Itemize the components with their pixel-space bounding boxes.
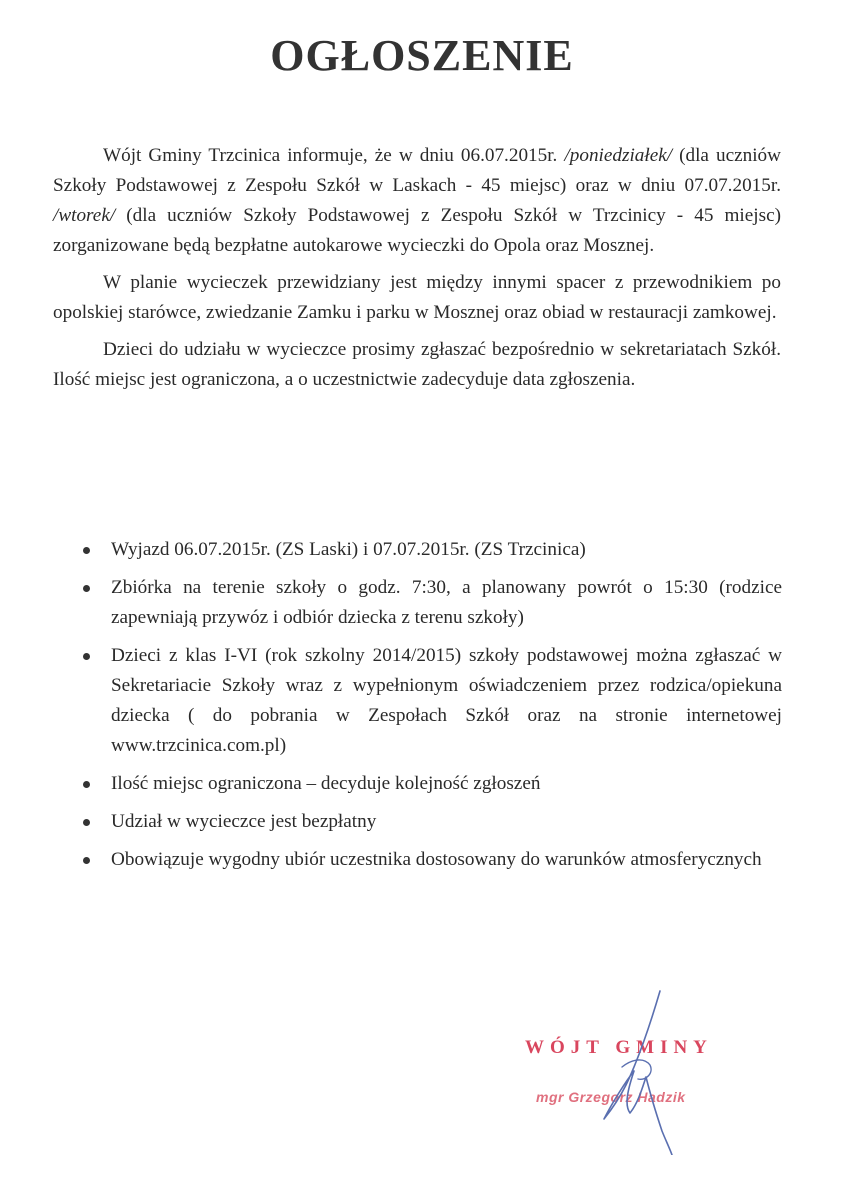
list-item bbox=[80, 641, 782, 761]
list-item-text: Zbiórka na terenie szkoły o godz. 7:30, a planowany powrót o 15:30 (rodzice zapewniają przywóz i odbiór dziecka z terenu szkoły) bbox=[111, 577, 782, 628]
list-item bbox=[80, 535, 782, 565]
bullet-icon bbox=[83, 857, 90, 864]
bullet-icon bbox=[83, 585, 90, 592]
list-item bbox=[80, 573, 782, 633]
signature-stroke-main bbox=[604, 991, 672, 1155]
bullet-icon bbox=[83, 819, 90, 826]
list-item bbox=[80, 807, 782, 837]
list-item bbox=[80, 769, 782, 799]
stamp-title: WÓJT GMINY bbox=[525, 1037, 713, 1058]
paragraph-1-text-c: (dla uczniów Szkoły Podstawowej z Zespołu Szkół w Trzcinicy - 45 miejsc) zorganizowane będą bezpłatne autokarowe wycieczki do Opola oraz Mosznej. bbox=[53, 205, 781, 256]
paragraph-2: W planie wycieczek przewidziany jest między innymi spacer z przewodnikiem po opolskiej starówce, zwiedzanie Zamku i parku w Mosznej oraz obiad w restauracji zamkowej. bbox=[53, 272, 781, 323]
bullet-icon bbox=[83, 781, 90, 788]
paragraph-1-day-1: /poniedziałek/ bbox=[564, 145, 673, 166]
body-paragraphs bbox=[53, 141, 781, 402]
paragraph-1 bbox=[53, 141, 781, 261]
bullet-icon bbox=[83, 547, 90, 554]
paragraph-1-day-2: /wtorek/ bbox=[53, 205, 116, 226]
official-stamp bbox=[500, 985, 760, 1155]
list-item-text: Wyjazd 06.07.2015r. (ZS Laski) i 07.07.2015r. (ZS Trzcinica) bbox=[111, 539, 586, 560]
list-item-text: Udział w wycieczce jest bezpłatny bbox=[111, 811, 377, 832]
stamp-name: mgr Grzegorz Hadzik bbox=[536, 1089, 686, 1105]
list-item-text: Ilość miejsc ograniczona – decyduje kolejność zgłoszeń bbox=[111, 773, 541, 794]
bullet-list bbox=[80, 535, 782, 883]
document-title: OGŁOSZENIE bbox=[270, 31, 574, 80]
paragraph-1-text-b: (dla uczniów Szkoły Podstawowej z Zespołu Szkół w Laskach - 45 miejsc) oraz w dniu 07.07.2015r. bbox=[53, 145, 781, 196]
bullet-icon bbox=[83, 653, 90, 660]
list-item-text: Dzieci z klas I-VI (rok szkolny 2014/2015) szkoły podstawowej można zgłaszać w Sekretariacie Szkoły wraz z wypełnionym oświadczeniem przez rodzica/opiekuna dziecka ( do pobrania w Zespołach Szkół oraz na stronie internetowej www.trzcinica.com.pl) bbox=[111, 645, 782, 756]
paragraph-3: Dzieci do udziału w wycieczce prosimy zgłaszać bezpośrednio w sekretariatach Szkół. Ilość miejsc jest ograniczona, a o uczestnictwie zadecyduje data zgłoszenia. bbox=[53, 339, 781, 390]
list-item bbox=[80, 845, 782, 875]
handwritten-signature bbox=[500, 985, 760, 1155]
list-item-text: Obowiązuje wygodny ubiór uczestnika dostosowany do warunków atmosferycznych bbox=[111, 849, 762, 870]
paragraph-1-text-a: Wójt Gminy Trzcinica informuje, że w dniu 06.07.2015r. bbox=[103, 145, 565, 166]
